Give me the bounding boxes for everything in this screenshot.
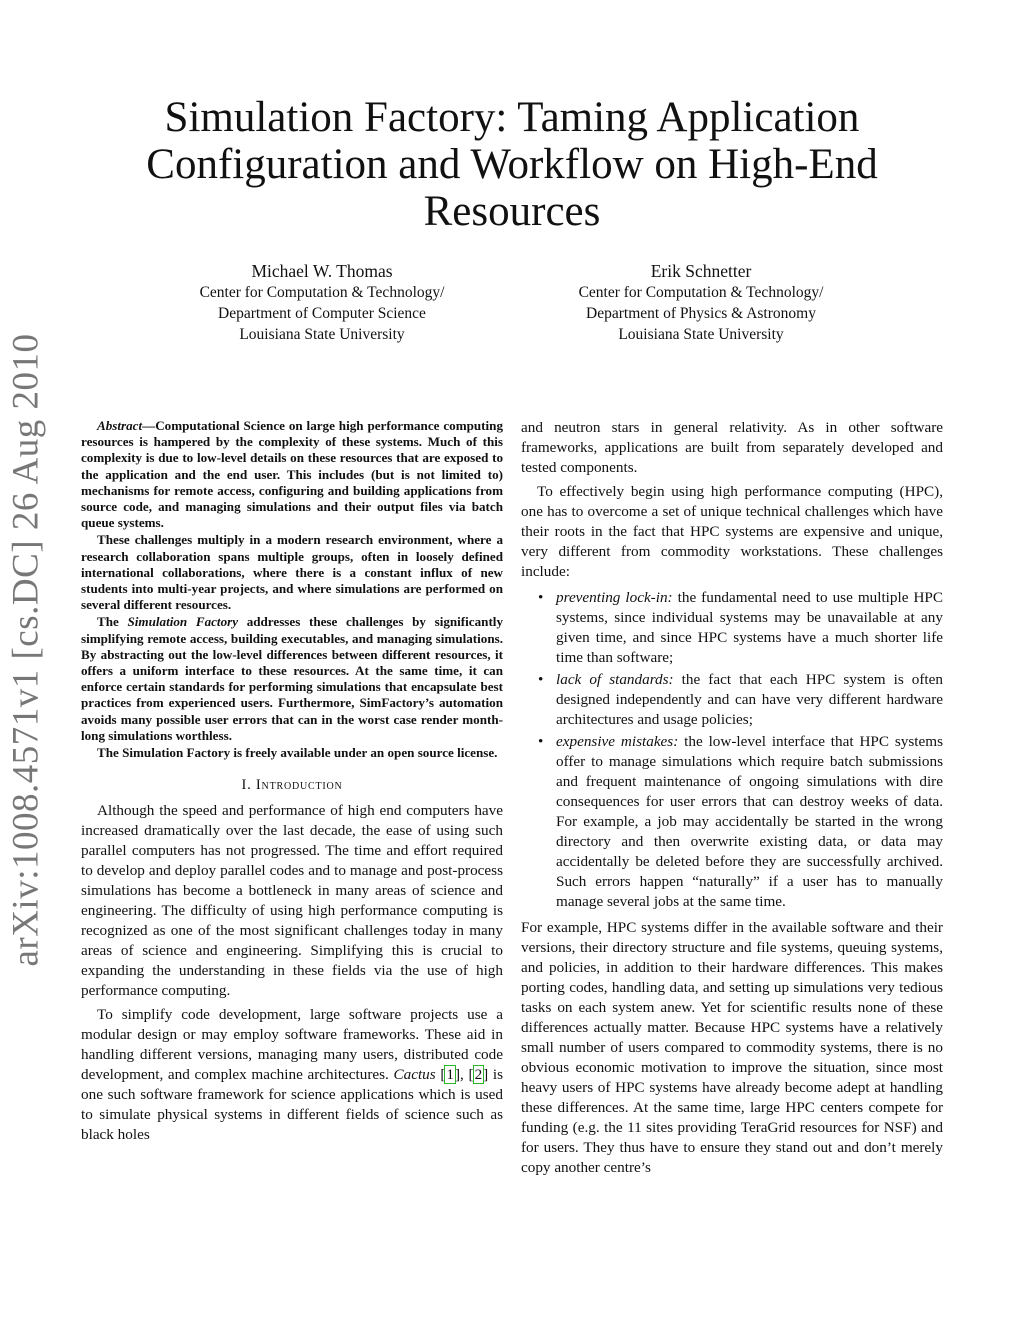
abstract-emphasis: Simulation Factory (127, 614, 239, 630)
abstract-paragraph (81, 418, 503, 531)
list-item-text: the fact that each HPC system is often designed independently and can have very different hardware architectures and usage policies; (556, 671, 943, 728)
abstract-paragraph (81, 614, 503, 744)
arxiv-identifier: arXiv:1008.4571v1 [cs.DC] 26 Aug 2010 (5, 333, 47, 967)
list-item-text: the fundamental need to use multiple HPC systems, since individual systems may be unavailable at any given time, and since HPC systems have a much shorter life time than software; (556, 589, 944, 666)
section-heading: I. Introduction (241, 777, 343, 794)
body-paragraph: Although the speed and performance of high end computers have increased dramatically over the last decade, the ease of using such parallel computers has not progressed. The time and effort required to develop and deploy parallel codes and to manage and post-process simulations has become a bottleneck in many areas of science and engineering. The difficulty of using high performance computing is recognized as one of the most significant challenges today in many areas of science and engineering. Simplifying this is crucial to expanding the understanding in these fields via the use of high performance computing. (81, 802, 503, 1000)
list-item-term: lack of standards: (556, 671, 674, 688)
citation-link[interactable]: 2 (474, 1066, 483, 1084)
right-column (521, 418, 943, 1178)
author-affiliation: Louisiana State University (239, 326, 405, 343)
arxiv-sidebar (2, 333, 50, 967)
abstract-paragraph: These challenges multiply in a modern research environment, where a research collaboration spans multiple groups, often in loosely defined international collaborations, where there is a constant influx of new students into multi-year projects, and where simulations are performed on several different resources. (81, 532, 503, 613)
abstract-label: Abstract (97, 418, 143, 433)
title-line: Configuration and Workflow on High-End (146, 141, 878, 188)
body-emphasis: Cactus (393, 1066, 436, 1084)
title-line: Resources (423, 188, 601, 235)
body-text: To simplify code development, large software projects use a modular design or may employ software frameworks. These aid in handling different versions, managing many users, distributed code development, and complex machine architectures. (81, 1006, 503, 1084)
author-affiliation: Department of Physics & Astronomy (586, 305, 816, 322)
list-item-term: preventing lock-in: (556, 589, 673, 606)
list-item-term: expensive mistakes: (556, 733, 679, 750)
body-paragraph: To simplify code development, large software projects use a modular design or may employ software frameworks. These aid in handling different versions, managing many users, distributed code development, and complex machine architectures. Cactus [1], [2] is one such software framework for science applications which is used to simulate physical systems in different fields of science such as black holes (81, 1006, 503, 1144)
list-item (521, 732, 943, 912)
bullet-icon: • (538, 671, 544, 688)
body-paragraph: To effectively begin using high performance computing (HPC), one has to overcome a set of unique technical challenges which have their roots in the fact that HPC systems are expensive and unique, very different from commodity workstations. These challenges include: (521, 483, 943, 580)
author-affiliation: Louisiana State University (618, 326, 784, 343)
bullet-icon: • (538, 733, 544, 750)
left-column (81, 418, 503, 1145)
paper-title (90, 94, 934, 235)
body-paragraph: For example, HPC systems differ in the available software and their versions, their directory structure and file systems, queuing systems, and policies, in addition to their hardware differences. This makes porting codes, handling data, and setting up simulations very tedious tasks on each system anew. Yet for scientific results none of these differences actually matter. Because HPC systems have a relatively small number of users compared to commodity systems, there is no obvious economic motivation to improve the situation, since most heavy users of HPC systems have already become adept at handling these differences. At the same time, large HPC centers compete for funding (e.g. the 11 sites providing TeraGrid resources for NSF) and for users. They thus have to ensure they stand out and don’t merely copy another centre’s (521, 919, 943, 1176)
body-paragraph: and neutron stars in general relativity. As in other software frameworks, applications are built from separately developed and tested components. (521, 419, 943, 476)
author-affiliation: Center for Computation & Technology/ (199, 284, 445, 301)
abstract-paragraph: The Simulation Factory is freely available under an open source license. (97, 745, 498, 761)
list-item (521, 670, 943, 730)
abstract (81, 418, 503, 761)
author-block (132, 261, 512, 345)
list-item (521, 588, 943, 668)
abstract-text: addresses these challenges by significantly simplifying remote access, building executables, and managing simulations. By abstracting out the low-level differences between different resources, it offers a uniform interface to these resources. At the same time, it can enforce certain standards for performing simulations that encapsulate best practices from experienced users. Furthermore, SimFactory’s automation avoids many possible user errors that can in the worst case render month-long simulations worthless. (81, 614, 503, 743)
abstract-text: —Computational Science on large high performance computing resources is hampered by the complexity of these systems. Much of this complexity is due to low-level details on these resources that are exposed to the application and the end user. This includes (but is not limited to) mechanisms for remote access, configuring and building applications from source code, and managing simulations and their output files via batch queue systems. (81, 418, 503, 531)
title-line: Simulation Factory: Taming Application (164, 94, 860, 141)
list-item-text: the low-level interface that HPC systems offer to manage simulations which require batch submissions and frequent maintenance of ongoing simulations with dire consequences for user errors that can destroy weeks of data. For example, a job may accidentally be started in the wrong directory and then overwrite existing data, or data may accidentally be deleted before they are successfully archived. Such errors happen “naturally” if a user has to manually manage several jobs at the same time. (556, 733, 943, 910)
author-affiliation: Department of Computer Science (218, 305, 426, 322)
author-affiliation: Center for Computation & Technology/ (578, 284, 824, 301)
body-text: is one such software framework for science applications which is used to simulate physical systems in different fields of science such as black holes (81, 1066, 503, 1144)
author-name: Michael W. Thomas (251, 261, 393, 281)
citation-link[interactable]: 1 (446, 1066, 454, 1084)
bullet-icon: • (538, 589, 544, 606)
author-block (511, 261, 891, 345)
challenge-list (521, 588, 943, 912)
abstract-text: The (97, 614, 128, 630)
author-name: Erik Schnetter (650, 261, 752, 281)
